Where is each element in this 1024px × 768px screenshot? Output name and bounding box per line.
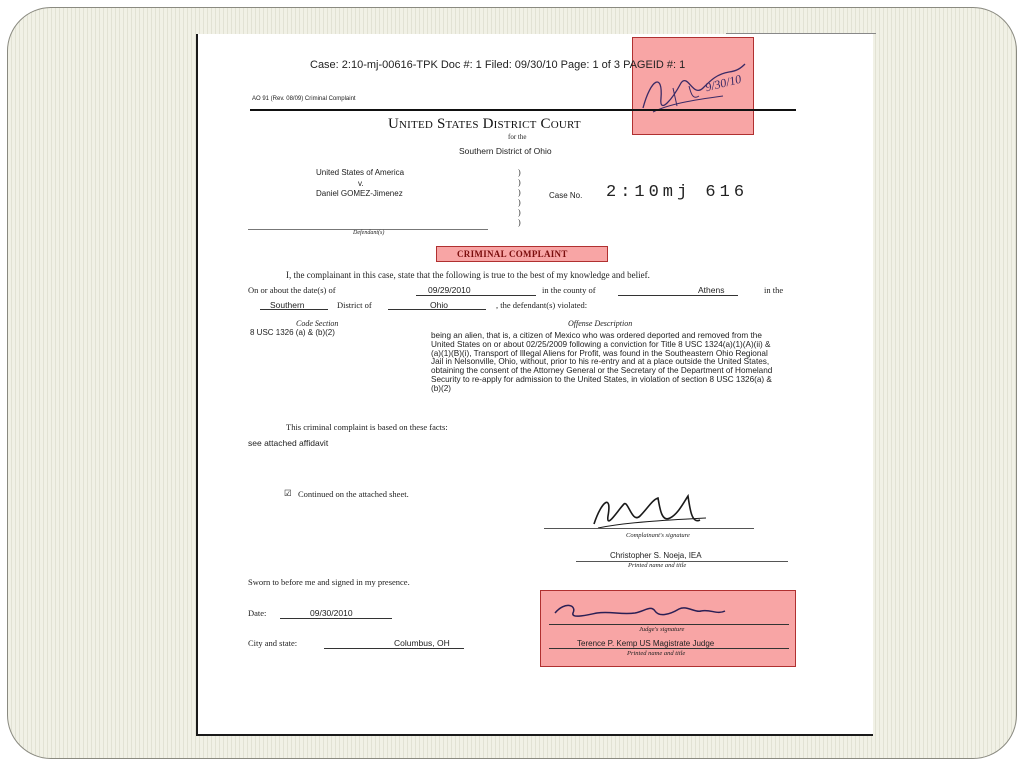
judge-signature-highlight [540, 590, 796, 667]
city-label: City and state: [248, 638, 298, 648]
form-number: AO 91 (Rev. 08/09) Criminal Complaint [252, 96, 356, 102]
code-section-value: 8 USC 1326 (a) & (b)(2) [250, 328, 335, 337]
in-the-label: in the [764, 285, 784, 295]
judge-signature-icon [551, 597, 731, 625]
district-of-label: District of [337, 300, 372, 310]
district-name: Southern District of Ohio [459, 146, 552, 156]
complainant-sig-label: Complainant's signature [626, 532, 690, 539]
checkbox-icon: ☑ [284, 488, 292, 498]
judge-printed-label: Printed name and title [627, 650, 686, 657]
date-underline [416, 295, 536, 296]
page-edge-line [726, 33, 876, 34]
defendant-name: Daniel GOMEZ-Jimenez [316, 189, 403, 198]
caption-paren: ) [518, 168, 521, 177]
date-prefix: On or about the date(s) of [248, 285, 336, 295]
complaint-title: CRIMINAL COMPLAINT [457, 249, 568, 259]
state-value: Ohio [430, 300, 448, 310]
defendant-label: Defendant(s) [353, 230, 385, 236]
date-label: Date: [248, 608, 267, 618]
versus: v. [358, 179, 364, 188]
stamp-date: 9/30/10 [703, 71, 743, 95]
caption-paren: ) [518, 188, 521, 197]
plaintiff: United States of America [316, 168, 405, 177]
court-title: United States District Court [388, 116, 581, 132]
based-on-label: This criminal complaint is based on these facts: [286, 422, 448, 432]
printed-name-label: Printed name and title [628, 562, 687, 569]
case-header: Case: 2:10-mj-00616-TPK Doc #: 1 Filed: 09/30/10 Page: 1 of 3 PAGEID #: 1 [310, 59, 686, 71]
county-prefix: in the county of [542, 285, 596, 295]
header-rule [250, 109, 796, 111]
caption-paren: ) [518, 198, 521, 207]
judge-name-line [549, 648, 789, 649]
city-line [324, 648, 464, 649]
complainant-signature-icon [588, 490, 718, 538]
filing-stamp [632, 37, 754, 135]
caption-paren: ) [518, 178, 521, 187]
case-no-value: 2:10mj 616 [606, 183, 749, 202]
signed-date-line [280, 618, 392, 619]
judge-sig-label: Judge's signature [639, 626, 685, 633]
district-value: Southern [270, 300, 305, 310]
judge-name: Terence P. Kemp US Magistrate Judge [577, 639, 715, 648]
caption-paren: ) [518, 208, 521, 217]
scanned-document [196, 34, 873, 736]
code-section-label: Code Section [296, 319, 339, 328]
complainant-sig-line [544, 528, 754, 529]
continued-label: Continued on the attached sheet. [298, 489, 409, 499]
offense-description: being an alien, that is, a citizen of Mexico who was ordered deported and removed from the United States on or about 02/25/2009 following a conviction for Title 8 USC 1324(a)(1)(A)(ii) & (a)(1)(B)(i), Transport of Illegal Aliens for Profit, was found in the Southeastern Ohio Regional Jail in Nelsonville, Ohio, without, prior to his re-entry and at a place outside the United States, obtaining the consent of the Attorney General or the Secretary of the Department of Homeland Security to re-apply for admission to the United States, in violation of section 8 USC 1326(a) & (b)(2) [431, 331, 773, 393]
complainant-name: Christopher S. Noeja, IEA [610, 551, 702, 560]
city-value: Columbus, OH [394, 638, 450, 648]
signed-date: 09/30/2010 [310, 608, 353, 618]
facts-text: see attached affidavit [248, 438, 329, 448]
sworn-text: Sworn to before me and signed in my presence. [248, 577, 410, 587]
date-value: 09/29/2010 [428, 285, 471, 295]
offense-label: Offense Description [568, 319, 633, 328]
judge-sig-line [549, 624, 789, 625]
county-value: Athens [698, 285, 725, 295]
violated-text: , the defendant(s) violated: [496, 300, 588, 310]
case-no-label: Case No. [549, 191, 583, 200]
complainant-statement: I, the complainant in this case, state that the following is true to the best of my knowledge and belief. [286, 270, 650, 280]
county-underline [618, 295, 738, 296]
for-the-label: for the [508, 133, 527, 141]
caption-paren: ) [518, 218, 521, 227]
